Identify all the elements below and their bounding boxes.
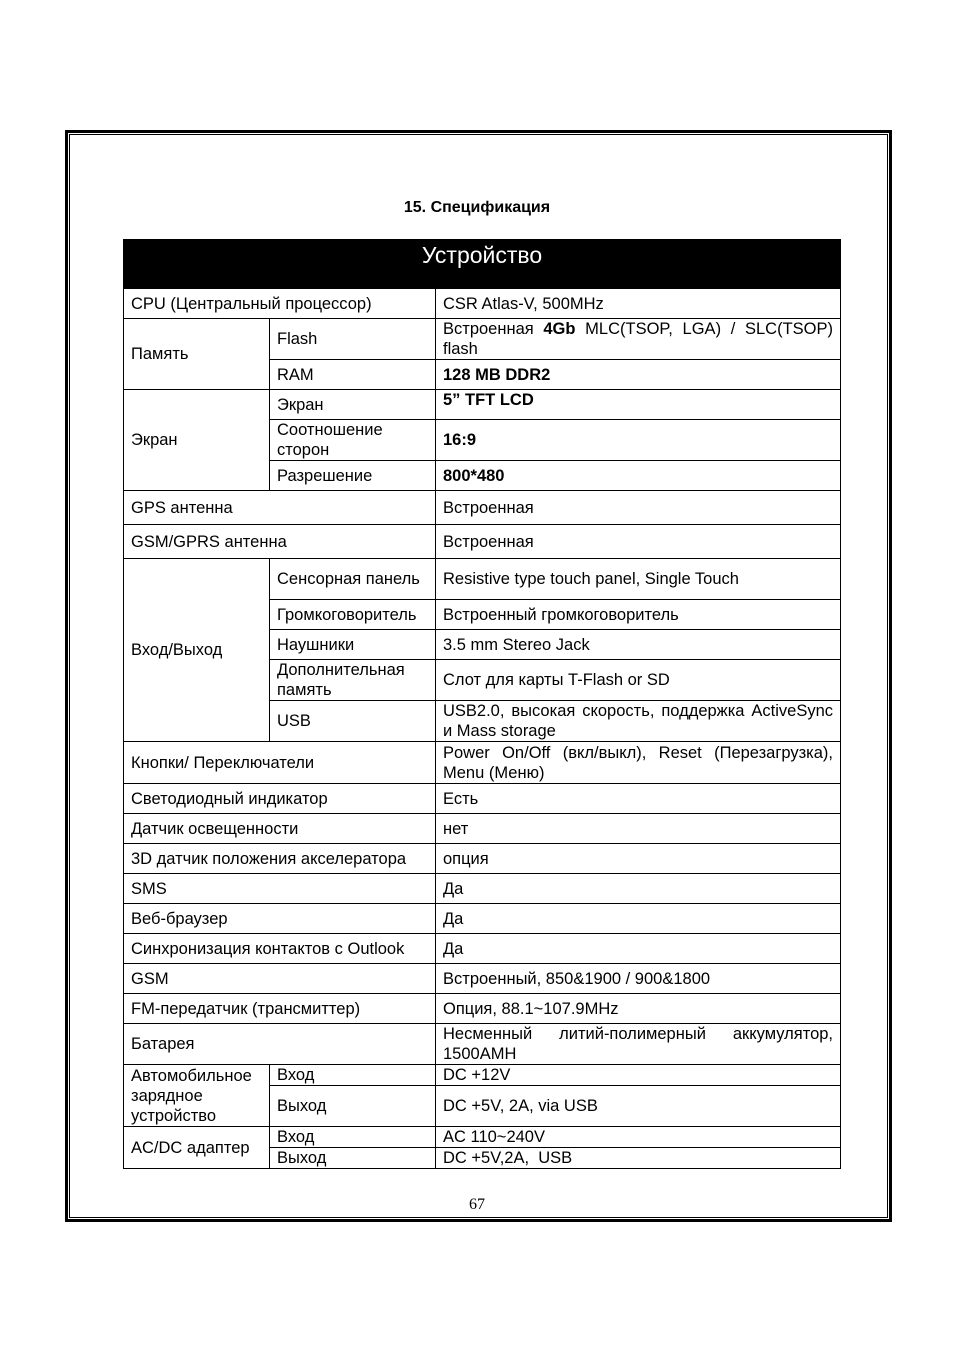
table-row xyxy=(124,319,841,360)
table-row xyxy=(124,844,841,874)
spec-label: Громкоговоритель xyxy=(270,600,436,630)
spec-label: Дополнительная память xyxy=(270,660,436,701)
spec-group-label: AC/DC адаптер xyxy=(124,1127,270,1169)
spec-label: Выход xyxy=(270,1148,436,1169)
table-row xyxy=(124,742,841,784)
spec-value: Есть xyxy=(436,784,841,814)
spec-group-label: Экран xyxy=(124,390,270,491)
spec-value: DC +5V,2A, USB xyxy=(436,1148,841,1169)
spec-label: 3D датчик положения акселератора xyxy=(124,844,436,874)
table-row xyxy=(124,559,841,600)
flash-value-bold: 4Gb xyxy=(543,320,576,338)
spec-label: GSM xyxy=(124,964,436,994)
spec-label: Датчик освещенности xyxy=(124,814,436,844)
spec-label: Экран xyxy=(270,390,436,420)
spec-label: FM-передатчик (трансмиттер) xyxy=(124,994,436,1024)
spec-label: SMS xyxy=(124,874,436,904)
page-number: 67 xyxy=(469,1196,485,1213)
spec-label: Соотношение сторон xyxy=(270,420,436,461)
table-row xyxy=(124,784,841,814)
spec-value: 128 MB DDR2 xyxy=(436,360,841,390)
spec-group-label: Автомобильное зарядное устройство xyxy=(124,1065,270,1127)
flash-value-pre: Встроенная xyxy=(443,320,534,338)
spec-label: USB xyxy=(270,701,436,742)
spec-label: GPS антенна xyxy=(124,491,436,525)
table-banner-row xyxy=(124,240,841,289)
spec-value: Несменный литий-полимерный аккумулятор, 1500AMH xyxy=(436,1024,841,1065)
section-heading: 15. Спецификация xyxy=(403,199,551,216)
table-row xyxy=(124,491,841,525)
spec-label: Разрешение xyxy=(270,461,436,491)
spec-label: Кнопки/ Переключатели xyxy=(124,742,436,784)
spec-value: Опция, 88.1~107.9MHz xyxy=(436,994,841,1024)
table-row xyxy=(124,525,841,559)
spec-value: Встроенная xyxy=(436,525,841,559)
table-row xyxy=(124,874,841,904)
table-row xyxy=(124,994,841,1024)
spec-group-label: Вход/Выход xyxy=(124,559,270,742)
spec-label: Веб-браузер xyxy=(124,904,436,934)
spec-value: DC +12V xyxy=(436,1065,841,1086)
spec-label: RAM xyxy=(270,360,436,390)
spec-label: GSM/GPRS антенна xyxy=(124,525,436,559)
spec-value: AC 110~240V xyxy=(436,1127,841,1148)
spec-label: Наушники xyxy=(270,630,436,660)
table-row xyxy=(124,1024,841,1065)
spec-value: 3.5 mm Stereo Jack xyxy=(436,630,841,660)
spec-value: 5” TFT LCD xyxy=(436,390,841,420)
flash-value-post: MLC(TSOP, LGA) / SLC(TSOP) flash xyxy=(443,320,834,358)
spec-label: Батарея xyxy=(124,1024,436,1065)
spec-value: Power On/Off (вкл/выкл), Reset (Перезагрузка), Menu (Меню) xyxy=(436,742,841,784)
table-row xyxy=(124,1127,841,1148)
table-row xyxy=(124,289,841,319)
spec-value: Да xyxy=(436,874,841,904)
spec-value xyxy=(436,319,841,360)
spec-value: 800*480 xyxy=(436,461,841,491)
table-banner: Устройство xyxy=(124,240,841,289)
spec-value: Да xyxy=(436,934,841,964)
spec-value: Resistive type touch panel, Single Touch xyxy=(436,559,841,600)
spec-value: Слот для карты T-Flash or SD xyxy=(436,660,841,701)
table-row xyxy=(124,904,841,934)
spec-value: USB2.0, высокая скорость, поддержка ActiveSync и Mass storage xyxy=(436,701,841,742)
spec-value: нет xyxy=(436,814,841,844)
spec-label: Сенсорная панель xyxy=(270,559,436,600)
table-row xyxy=(124,1065,841,1086)
spec-label: Выход xyxy=(270,1086,436,1127)
specification-table xyxy=(123,239,841,1169)
spec-label: Вход xyxy=(270,1065,436,1086)
spec-value: CSR Atlas-V, 500MHz xyxy=(436,289,841,319)
spec-value: опция xyxy=(436,844,841,874)
spec-label: Flash xyxy=(270,319,436,360)
spec-value: Встроенный громкоговоритель xyxy=(436,600,841,630)
spec-label: Светодиодный индикатор xyxy=(124,784,436,814)
table-row xyxy=(124,964,841,994)
spec-label: CPU (Центральный процессор) xyxy=(124,289,436,319)
spec-label: Синхронизация контактов с Outlook xyxy=(124,934,436,964)
spec-value: Встроенная xyxy=(436,491,841,525)
table-row xyxy=(124,390,841,420)
spec-value: 16:9 xyxy=(436,420,841,461)
spec-value: DC +5V, 2A, via USB xyxy=(436,1086,841,1127)
spec-value: Да xyxy=(436,904,841,934)
spec-value: Встроенный, 850&1900 / 900&1800 xyxy=(436,964,841,994)
table-row xyxy=(124,814,841,844)
spec-label: Вход xyxy=(270,1127,436,1148)
spec-group-label: Память xyxy=(124,319,270,390)
table-row xyxy=(124,934,841,964)
